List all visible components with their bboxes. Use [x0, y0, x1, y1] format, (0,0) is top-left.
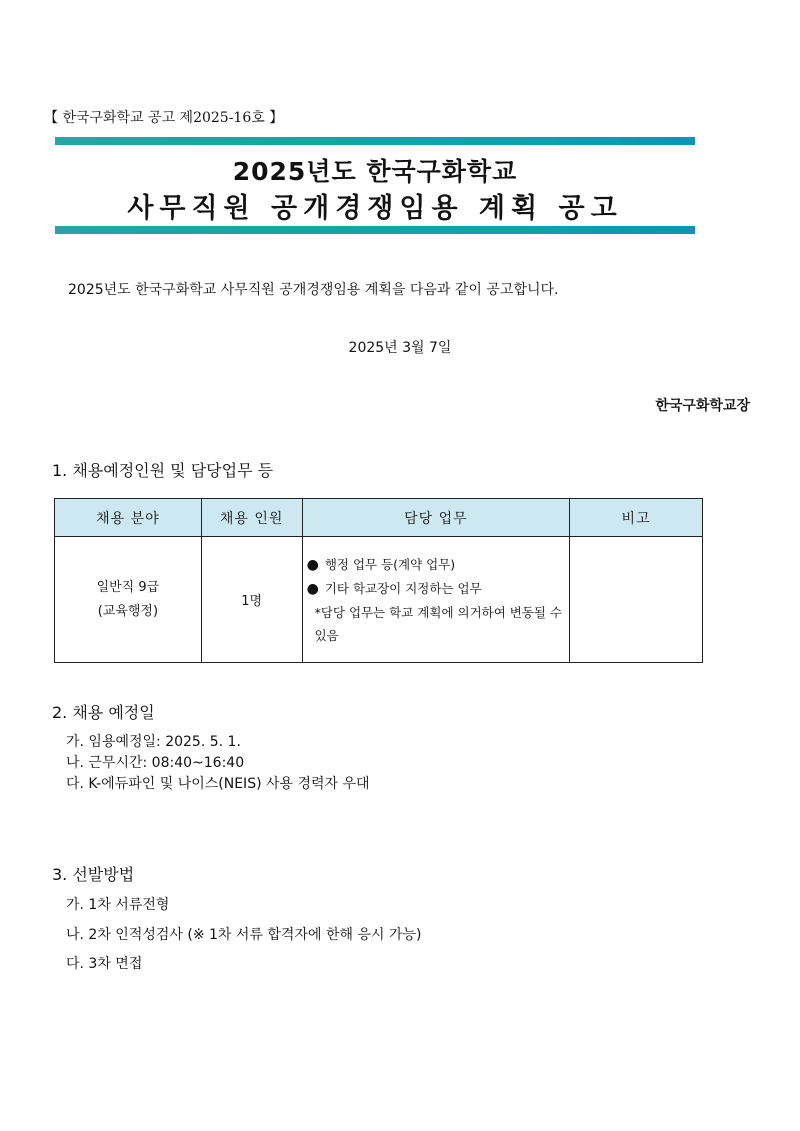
bullet-icon: ●	[306, 556, 319, 573]
table-header-row	[55, 499, 703, 537]
signer: 한국구화학교장	[655, 398, 750, 414]
notice-date: 2025년 3월 7일	[348, 340, 452, 356]
list-item: 다. 3차 면접	[66, 956, 143, 972]
cell-count: 1명	[201, 537, 302, 663]
duty-text: 행정 업무 등(계약 업무)	[324, 556, 456, 572]
col-header-duty: 담당 업무	[302, 499, 570, 537]
page-title-line2: 사무직원 공개경쟁임용 계획 공고	[127, 193, 623, 224]
list-item: 가. 임용예정일: 2025. 5. 1.	[66, 734, 241, 750]
duty-item	[307, 553, 568, 577]
section1-heading: 1. 채용예정인원 및 담당업무 등	[52, 461, 274, 480]
list-item: 가. 1차 서류전형	[66, 897, 170, 913]
col-header-count: 채용 인원	[201, 499, 302, 537]
list-item: 나. 2차 인적성검사 (※ 1차 서류 합격자에 한해 응시 가능)	[66, 927, 422, 943]
list-item: 나. 근무시간: 08:40~16:40	[66, 755, 245, 771]
duty-text: 기타 학교장이 지정하는 업무	[324, 580, 482, 596]
field-line1: 일반직 9급	[96, 579, 160, 595]
table-row	[55, 537, 703, 663]
bullet-icon: ●	[306, 580, 319, 597]
cell-duty	[302, 537, 570, 663]
duty-note: *담당 업무는 학교 계획에 의거하여 변동될 수 있음	[314, 604, 563, 643]
col-header-remark: 비고	[570, 499, 703, 537]
cell-field	[55, 537, 202, 663]
intro-text: 2025년도 한국구화학교 사무직원 공개경쟁임용 계획을 다음과 같이 공고합니다.	[68, 282, 559, 298]
notice-number: 【 한국구화학교 공고 제2025-16호 】	[44, 110, 284, 126]
list-item: 다. K-에듀파인 및 나이스(NEIS) 사용 경력자 우대	[66, 776, 370, 792]
section2-heading: 2. 채용 예정일	[52, 703, 155, 722]
section3-heading: 3. 선발방법	[52, 865, 135, 884]
field-line2: (교육행정)	[97, 603, 159, 619]
col-header-field: 채용 분야	[55, 499, 202, 537]
title-bar-bottom	[55, 226, 695, 234]
duty-item	[307, 577, 568, 601]
recruitment-table	[54, 498, 703, 663]
cell-remark	[570, 537, 703, 663]
page-title-line1: 2025년도 한국구화학교	[232, 157, 518, 186]
title-bar-top	[55, 137, 695, 145]
